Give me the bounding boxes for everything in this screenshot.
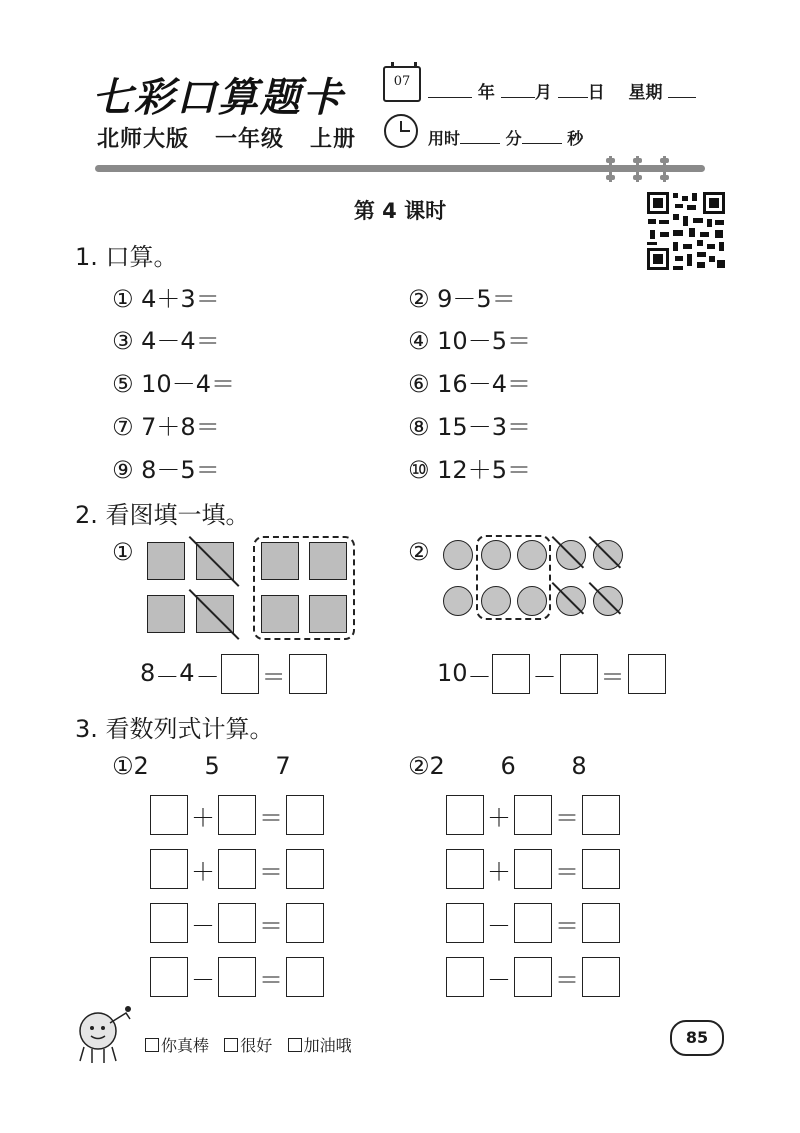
answer-box[interactable] [582,795,620,835]
rating-label: 很好 [240,1036,273,1055]
rating-checkbox[interactable] [145,1038,159,1052]
mascot-icon [70,1003,140,1065]
grade-label: 一年级 [215,127,285,152]
rating-label: 你真棒 [161,1036,210,1055]
circle [517,586,547,616]
seconds-label: 秒 [567,129,584,148]
circle [481,586,511,616]
square [261,542,299,580]
square [147,542,185,580]
eq-row: － ＝ [446,903,620,943]
answer-box[interactable] [286,957,324,997]
month-label: 月 [534,83,552,103]
rating-checkbox[interactable] [288,1038,302,1052]
number-set-2: ②2 6 8 [408,752,587,780]
answer-box[interactable] [218,849,256,889]
volume-label: 上册 [310,127,357,152]
time-used-line [428,126,583,149]
problem-7: ⑦ 7＋8＝ [112,413,220,441]
problem-3: ③ 4－4＝ [112,327,220,355]
problem-2: ② 9－5＝ [408,285,516,313]
square [309,542,347,580]
answer-box[interactable] [446,903,484,943]
qr-code-icon [645,190,727,272]
answer-box[interactable] [218,795,256,835]
divider-ornament [636,156,639,182]
rating-label: 加油哦 [303,1036,352,1055]
square [147,595,185,633]
problem-5: ⑤ 10－4＝ [112,370,235,398]
item-mark: ① [112,538,134,566]
answer-box[interactable] [289,654,327,694]
year-label: 年 [477,83,495,103]
answer-box[interactable] [582,849,620,889]
answer-box[interactable] [514,849,552,889]
square [309,595,347,633]
date-line [428,78,696,103]
problem-6: ⑥ 16－4＝ [408,370,531,398]
eq-row: － ＝ [150,903,324,943]
circle [517,540,547,570]
answer-box[interactable] [218,903,256,943]
subtitle [97,122,356,153]
answer-box[interactable] [560,654,598,694]
section1-heading: 1. 口算。 [75,243,178,271]
item-mark: ② [408,538,430,566]
equation-1: 8－4－ ＝ [140,654,327,694]
weekday-label: 星期 [628,83,663,103]
problem-10: ⑩ 12＋5＝ [408,456,531,484]
answer-box[interactable] [582,903,620,943]
answer-box[interactable] [150,795,188,835]
page-number: 85 [670,1020,724,1056]
circle [481,540,511,570]
section3-heading: 3. 看数列式计算。 [75,715,274,743]
rating-checkbox[interactable] [224,1038,238,1052]
section2-heading: 2. 看图填一填。 [75,501,250,529]
divider-ornament [609,156,612,182]
problem-8: ⑧ 15－3＝ [408,413,531,441]
eq-row: － ＝ [446,957,620,997]
answer-box[interactable] [446,849,484,889]
answer-box[interactable] [514,957,552,997]
answer-box[interactable] [514,903,552,943]
answer-box[interactable] [218,957,256,997]
clock-icon [384,114,418,148]
answer-box[interactable] [446,795,484,835]
answer-box[interactable] [446,957,484,997]
problem-4: ④ 10－5＝ [408,327,531,355]
answer-box[interactable] [221,654,259,694]
answer-box[interactable] [582,957,620,997]
answer-box[interactable] [492,654,530,694]
problem-9: ⑨ 8－5＝ [112,456,220,484]
day-label: 日 [587,83,605,103]
calendar-icon [383,66,421,102]
eq-row: ＋ ＝ [150,795,324,835]
answer-box[interactable] [514,795,552,835]
equation-2: 10－ － ＝ [437,654,666,694]
divider-ornament [663,156,666,182]
minutes-label: 分 [505,129,522,148]
number-set-1: ①2 5 7 [112,752,291,780]
eq-row: ＋ ＝ [446,849,620,889]
header-divider [95,165,705,172]
answer-box[interactable] [150,957,188,997]
problem-1: ① 4＋3＝ [112,285,220,313]
rating-options [145,1033,352,1056]
circle [443,586,473,616]
answer-box[interactable] [150,849,188,889]
lesson-title: 第 4 课时 [353,199,447,223]
calendar-day: 07 [393,74,411,89]
answer-box[interactable] [628,654,666,694]
answer-box[interactable] [286,849,324,889]
answer-box[interactable] [150,903,188,943]
circle [443,540,473,570]
eq-row: － ＝ [150,957,324,997]
answer-box[interactable] [286,795,324,835]
eq-row: ＋ ＝ [150,849,324,889]
eq-row: ＋ ＝ [446,795,620,835]
answer-box[interactable] [286,903,324,943]
brand-logo-text: 七彩口算题卡 [92,74,344,121]
time-used-label: 用时 [428,129,461,148]
edition-label: 北师大版 [97,127,190,152]
square [261,595,299,633]
